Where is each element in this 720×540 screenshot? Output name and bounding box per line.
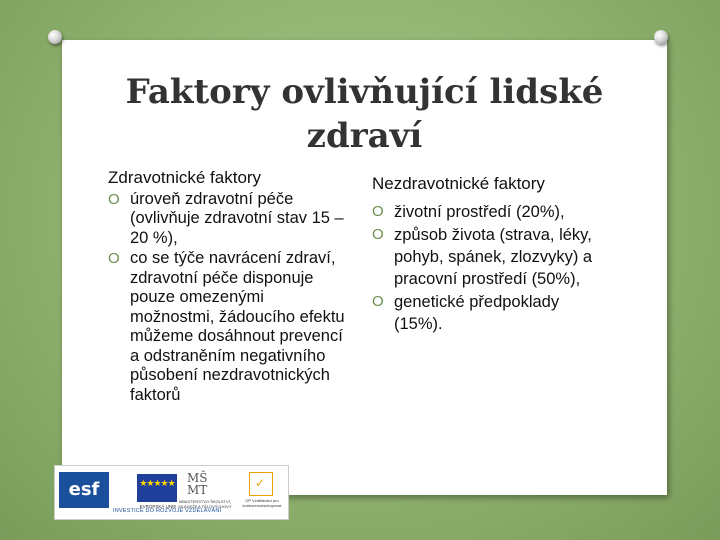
left-column-list bbox=[108, 190, 348, 406]
list-item bbox=[372, 201, 612, 223]
eu-caption: EVROPSKÁ UNIE bbox=[139, 504, 177, 509]
bullet-icon: O bbox=[108, 250, 120, 267]
oplk-caption: OP Vzdělávání pro konkurenceschopnost bbox=[242, 498, 282, 508]
oplk-logo-icon: ✓ bbox=[249, 472, 273, 496]
list-item-text: životní prostředí (20%), bbox=[394, 203, 565, 221]
list-item bbox=[108, 190, 348, 249]
list-item-text: co se týče navrácení zdraví, zdravotní péče disponuje pouze omezenými možnostmi, žádoucího efektu můžeme dosáhnout prevencí a odstraněním negativního působení nezdravotnických faktorů bbox=[130, 249, 345, 404]
invest-text: INVESTICE DO ROZVOJE VZDĚLÁVÁNÍ bbox=[113, 508, 222, 514]
pushpin-right-icon bbox=[654, 30, 668, 44]
list-item-text: úroveň zdravotní péče (ovlivňuje zdravotní stav 15 – 20 %), bbox=[130, 189, 344, 247]
msmt-logo: MŠ MT bbox=[187, 471, 208, 497]
list-item bbox=[372, 291, 612, 335]
right-column-heading: Nezdravotnické faktory bbox=[372, 174, 545, 193]
left-column bbox=[108, 168, 348, 406]
list-item-text: způsob života (strava, léky, pohyb, spánek, zlozvyky) a pracovní prostředí (50%), bbox=[394, 226, 593, 288]
pushpin-left-icon bbox=[48, 30, 62, 44]
msmt-caption: MINISTERSTVO ŠKOLSTVÍ, MLÁDEŽE A TĚLOVÝCHOVY bbox=[178, 499, 232, 509]
bullet-icon: O bbox=[108, 190, 120, 208]
esf-logo: esf bbox=[59, 472, 109, 508]
right-column-list bbox=[372, 201, 612, 335]
bullet-icon: O bbox=[372, 203, 384, 220]
list-item bbox=[108, 249, 348, 405]
right-column bbox=[372, 173, 612, 336]
list-item bbox=[372, 224, 612, 290]
funding-logos-bar bbox=[54, 465, 289, 520]
eu-flag-icon: ★★★★★ bbox=[137, 474, 177, 502]
bullet-icon: O bbox=[372, 226, 384, 243]
slide-title: Faktory ovlivňující lidské zdraví bbox=[125, 72, 604, 156]
bullet-icon: O bbox=[372, 293, 384, 310]
left-column-heading: Zdravotnické faktory bbox=[108, 168, 262, 187]
list-item-text: genetické předpoklady (15%). bbox=[394, 293, 560, 333]
